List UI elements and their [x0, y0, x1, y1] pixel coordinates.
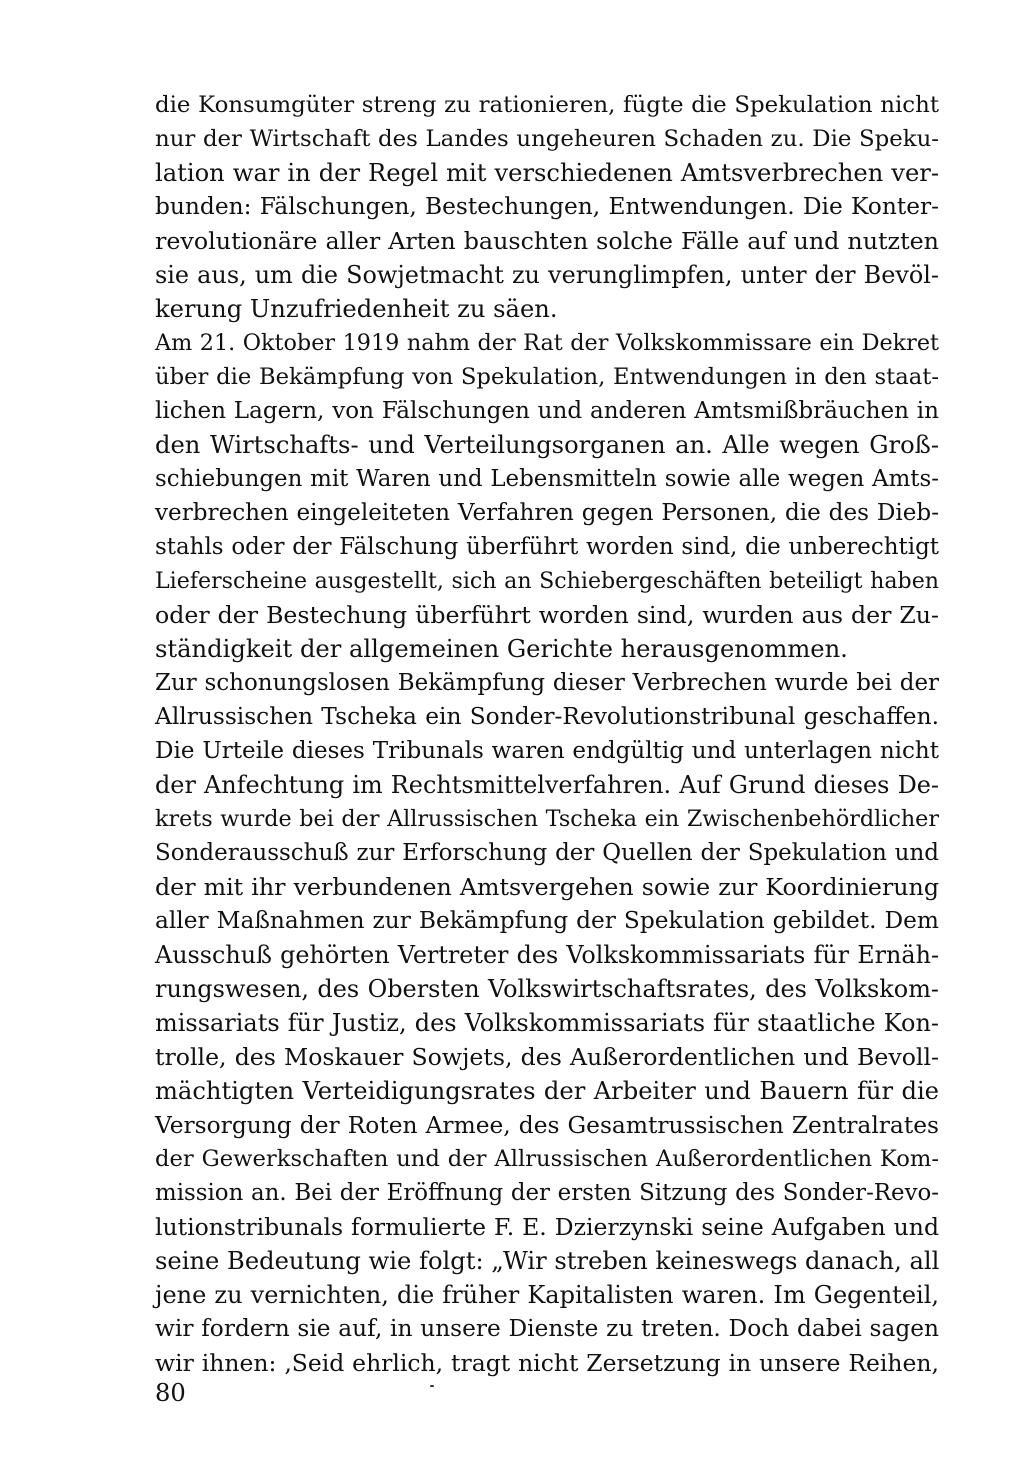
text-line: über die Bekämpfung von Spekulation, Entwendungen in den staat-: [155, 364, 939, 390]
text-line: seine Bedeutung wie folgt: „Wir streben keineswegs danach, all: [155, 1247, 940, 1275]
text-line: Versorgung der Roten Armee, des Gesamtrussischen Zentralrates: [155, 1111, 939, 1139]
text-line: lutionstribunals formulierte F. E. Dzierzynski seine Aufgaben und: [155, 1213, 939, 1241]
text-line: wir ihnen: ‚Seid ehrlich, tragt nicht Zersetzung in unsere Reihen,: [155, 1349, 939, 1377]
text-line: krets wurde bei der Allrussischen Tscheka ein Zwischenbehördlicher: [155, 806, 939, 832]
text-line: lation war in der Regel mit verschiedenen Amtsverbrechen ver-: [155, 159, 939, 187]
text-line: mächtigten Verteidigungsrates der Arbeiter und Bauern für die: [155, 1077, 939, 1105]
text-line: oder der Bestechung überführt worden sind, wurden aus der Zu-: [155, 601, 939, 629]
text-line: Sonderausschuß zur Erforschung der Quellen der Spekulation und: [155, 840, 939, 866]
text-line: Die Urteile dieses Tribunals waren endgültig und unterlagen nicht: [155, 738, 939, 764]
text-line: lichen Lagern, von Fälschungen und anderen Amtsmißbräuchen in: [155, 398, 939, 424]
text-line: Am 21. Oktober 1919 nahm der Rat der Volkskommissare ein Dekret: [155, 330, 939, 356]
text-line: mission an. Bei der Eröffnung der ersten Sitzung des Sonder-Revo-: [155, 1180, 939, 1206]
body-text: [155, 88, 939, 1380]
text-line: ständigkeit der allgemeinen Gerichte herausgenommen.: [155, 635, 848, 663]
text-line: Ausschuß gehörten Vertreter des Volkskommissariats für Ernäh-: [155, 941, 939, 969]
page-number: 80: [155, 1379, 186, 1407]
text-line: Lieferscheine ausgestellt, sich an Schiebergeschäften beteiligt haben: [155, 568, 939, 594]
text-line: jene zu vernichten, die früher Kapitalisten waren. Im Gegenteil,: [155, 1281, 939, 1309]
text-line: revolutionäre aller Arten bauschten solche Fälle auf und nutzten: [155, 227, 939, 255]
text-line: der mit ihr verbundenen Amtsvergehen sowie zur Koordinierung: [155, 873, 939, 901]
text-line: schiebungen mit Waren und Lebensmitteln sowie alle wegen Amts-: [155, 466, 939, 492]
text-line: nur der Wirtschaft des Landes ungeheuren Schaden zu. Die Speku-: [155, 126, 939, 152]
text-line: verbrechen eingeleiteten Verfahren gegen Personen, die des Dieb-: [155, 500, 939, 526]
text-line: Zur schonungslosen Bekämpfung dieser Verbrechen wurde bei der: [155, 670, 939, 696]
text-line: bunden: Fälschungen, Bestechungen, Entwendungen. Die Konter-: [155, 193, 939, 220]
text-line: rungswesen, des Obersten Volkswirtschaftsrates, des Volkskom-: [155, 975, 939, 1003]
text-line: Allrussischen Tscheka ein Sonder-Revolutionstribunal geschaffen.: [155, 703, 939, 730]
text-line: sie aus, um die Sowjetmacht zu verunglimpfen, unter der Bevöl-: [155, 261, 939, 289]
text-line: die Konsumgüter streng zu rationieren, fügte die Spekulation nicht: [155, 92, 939, 118]
text-line: missariats für Justiz, des Volkskommissariats für staatliche Kon-: [155, 1009, 939, 1037]
text-line: stahls oder der Fälschung überführt worden sind, die unberechtigt: [155, 534, 939, 560]
text-line: trolle, des Moskauer Sowjets, des Außerordentlichen und Bevoll-: [155, 1043, 939, 1071]
text-line: der Anfechtung im Rechtsmittelverfahren. Auf Grund dieses De-: [155, 771, 939, 799]
text-line: den Wirtschafts- und Verteilungsorganen an. Alle wegen Groß-: [155, 431, 939, 459]
text-line: kerung Unzufriedenheit zu säen.: [155, 295, 558, 323]
print-speck: [430, 1385, 434, 1387]
text-line: wir fordern sie auf, in unsere Dienste zu treten. Doch dabei sagen: [155, 1315, 939, 1342]
text-line: der Gewerkschaften und der Allrussischen Außerordentlichen Kom-: [155, 1146, 939, 1172]
text-line: aller Maßnahmen zur Bekämpfung der Spekulation gebildet. Dem: [155, 907, 939, 934]
